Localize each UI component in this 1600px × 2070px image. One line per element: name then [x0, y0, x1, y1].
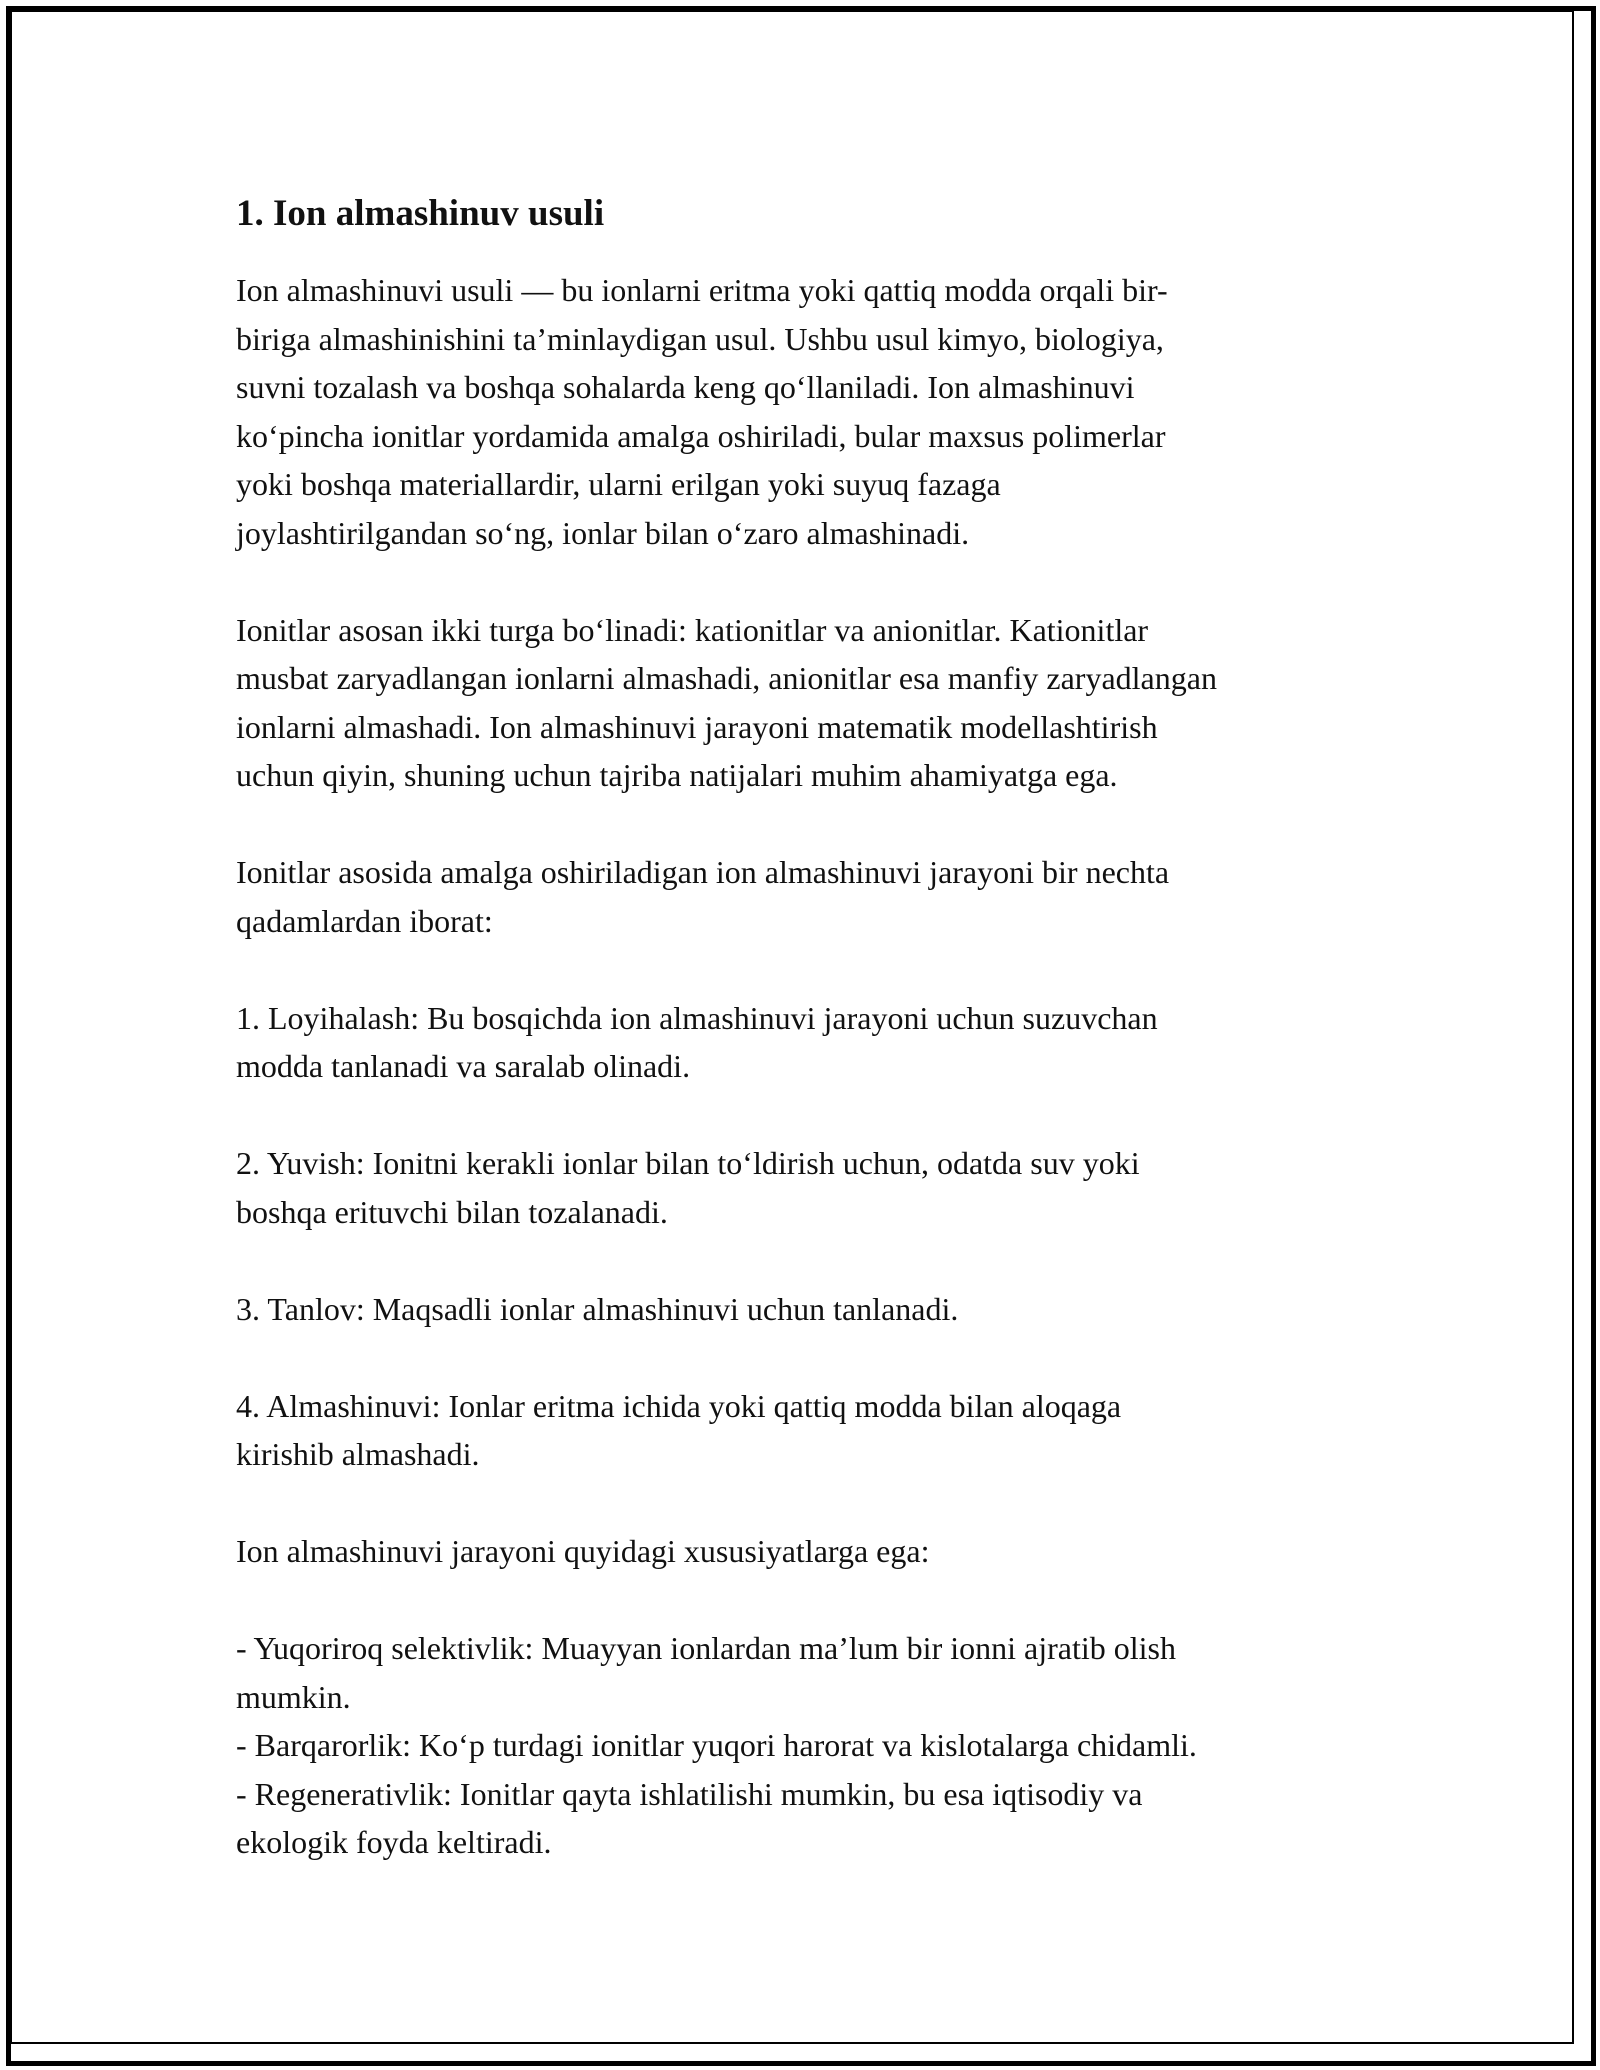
paragraph-steps-intro: Ionitlar asosida amalga oshiriladigan ion almashinuvi jarayoni bir nechta qadamlardan iborat: [236, 854, 1170, 939]
step-item-3: 3. Tanlov: Maqsadli ionlar almashinuvi uchun tanlanadi. [236, 1290, 959, 1327]
paragraph-gap [236, 1576, 1386, 1625]
paragraph-gap [236, 945, 1386, 994]
paragraph-intro: Ion almashinuvi usuli — bu ionlarni eritma yoki qattiq modda orqali bir- biriga almashinishini ta’minlaydigan usul. Ushbu usul kimyo, biologiya, suvni tozalash va boshqa sohalarda keng qoʻllaniladi. Ion almashinuvi koʻpincha ionitlar yordamida amalga oshiriladi, bular maxsus polimerlar yoki boshqa materiallardir, ularni erilgan yoki suyuq fazaga joylashtirilgandan soʻng, ionlar bilan oʻzaro almashinadi. [236, 272, 1168, 551]
paragraph-gap [236, 1091, 1386, 1140]
paragraph-ionit-types: Ionitlar asosan ikki turga boʻlinadi: kationitlar va anionitlar. Kationitlar musbat zaryadlangan ionlarni almashadi, anionitlar esa manfiy zaryadlangan ionlarni almashadi. Ion almashinuvi jarayoni matematik modellashtirish uchun qiyin, shuning uchun tajriba natijalari muhim ahamiyatga ega. [236, 611, 1217, 793]
properties-list: - Yuqoriroq selektivlik: Muayyan ionlardan ma’lum bir ionni ajratib olish mumkin. - Barqarorlik: Koʻp turdagi ionitlar yuqori harorat va kislotalarga chidamli. - Regenerativlik: Ionitlar qayta ishlatilishi mumkin, bu esa iqtisodiy va ekologik foyda keltiradi. [236, 1630, 1197, 1860]
paragraph-gap [236, 557, 1386, 606]
step-item-2: 2. Yuvish: Ionitni kerakli ionlar bilan toʻldirish uchun, odatda suv yoki boshqa erituvchi bilan tozalanadi. [236, 1145, 1140, 1230]
step-item-1: 1. Loyihalash: Bu bosqichda ion almashinuvi jarayoni uchun suzuvchan modda tanlanadi va saralab olinadi. [236, 999, 1158, 1084]
step-item-4: 4. Almashinuvi: Ionlar eritma ichida yoki qattiq modda bilan aloqaga kirishib almashadi. [236, 1387, 1122, 1472]
section-title: 1. Ion almashinuv usuli [236, 193, 605, 234]
paragraph-gap [236, 1333, 1386, 1382]
paragraph-properties-intro: Ion almashinuvi jarayoni quyidagi xususiyatlarga ega: [236, 1533, 930, 1569]
paragraph-gap [236, 1236, 1386, 1285]
paragraph-gap [236, 1479, 1386, 1528]
document-body [236, 188, 1386, 1867]
paragraph-gap [236, 800, 1386, 849]
